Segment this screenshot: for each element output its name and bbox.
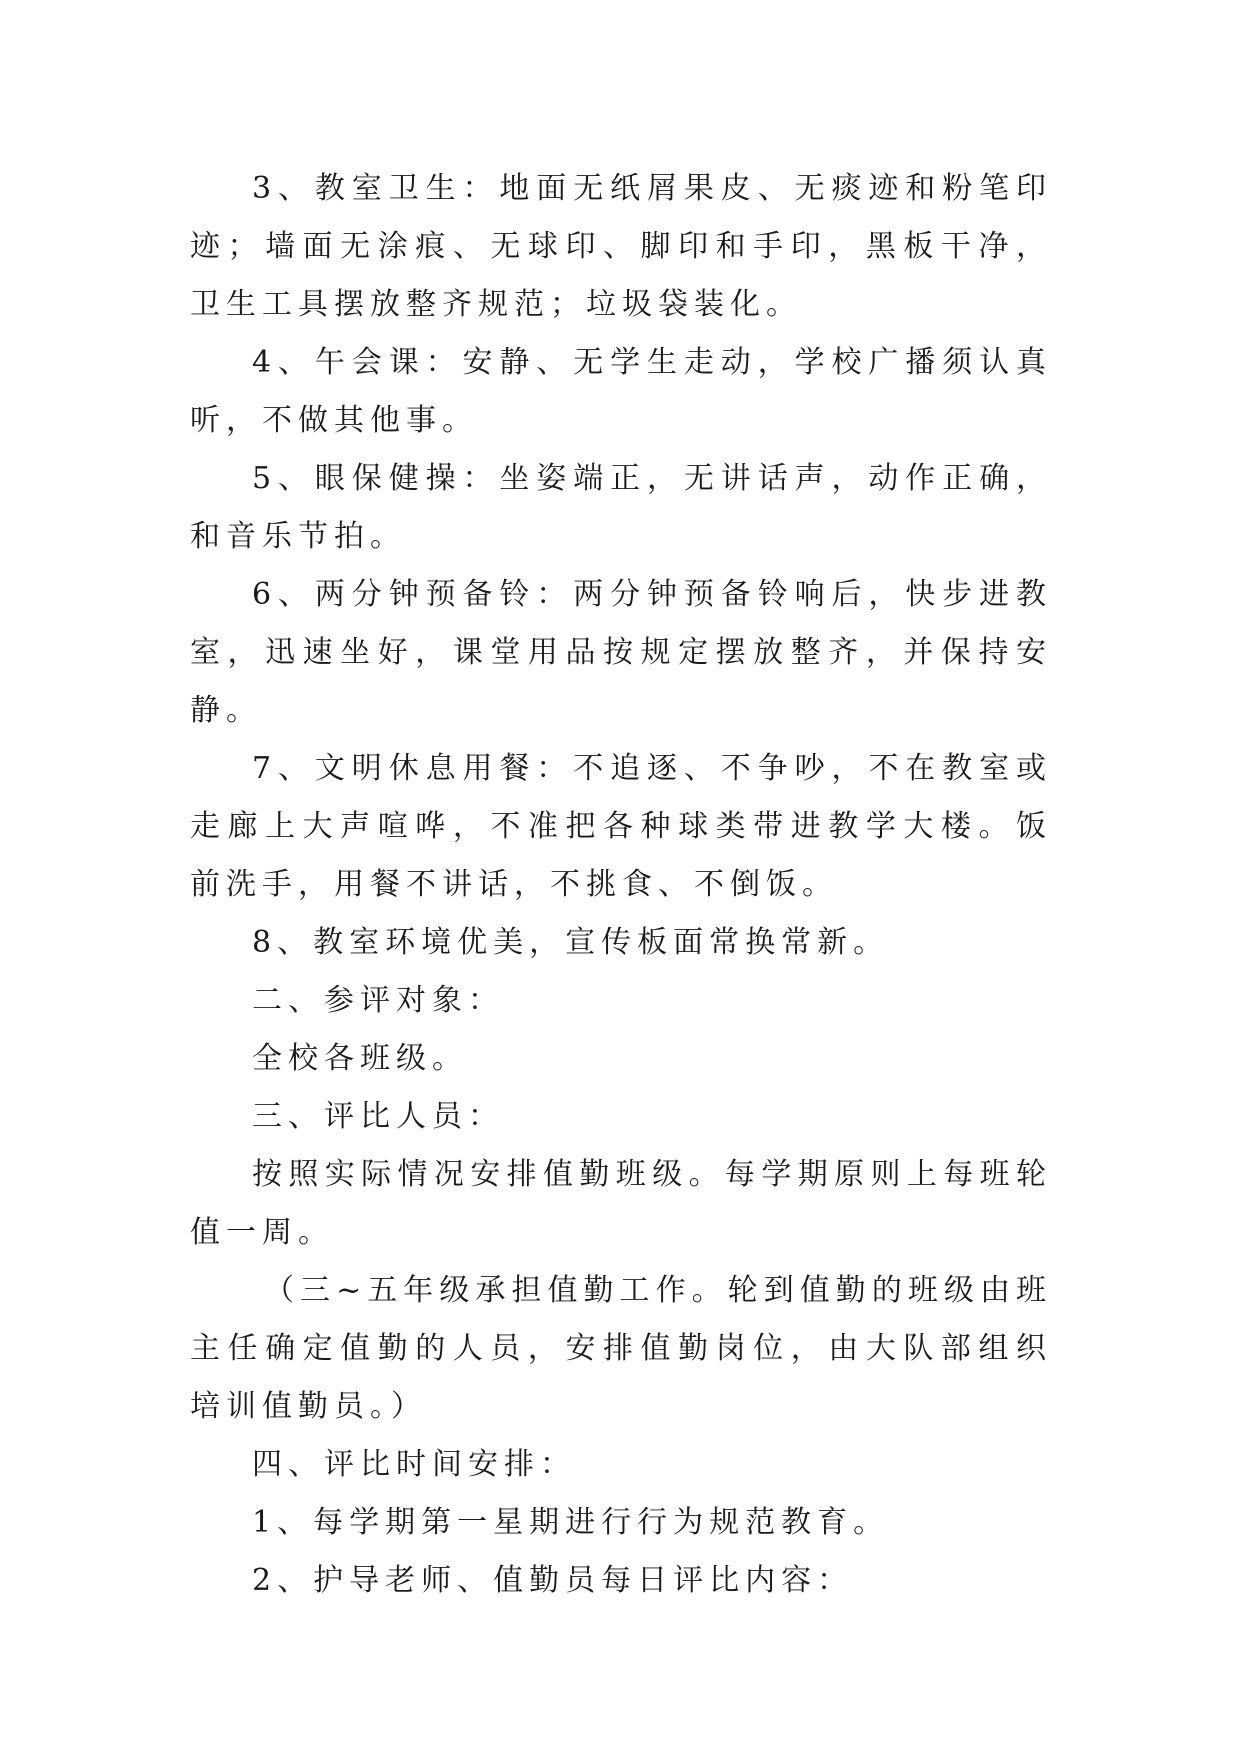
paragraph-preparation-bell: 6、两分钟预备铃：两分钟预备铃响后，快步进教室，迅速坐好，课堂用品按规定摆放整齐，并保持安静。 bbox=[190, 577, 1052, 728]
paragraph-first-week-education: 1、每学期第一星期进行行为规范教育。 bbox=[252, 1505, 890, 1540]
section-heading-participants: 二、参评对象： bbox=[252, 983, 504, 1018]
paragraph-civilized-rest-meal: 7、文明休息用餐：不追逐、不争吵，不在教室或走廊上大声喧哗，不准把各种球类带进教学大楼。饭前洗手，用餐不讲话，不挑食、不倒饭。 bbox=[190, 751, 1052, 902]
paragraph-classroom-hygiene: 3、教室卫生：地面无纸屑果皮、无痰迹和粉笔印迹；墙面无涂痕、无球印、脚印和手印，黑板干净，卫生工具摆放整齐规范；垃圾袋装化。 bbox=[190, 171, 1052, 322]
section-heading-judges: 三、评比人员： bbox=[252, 1099, 504, 1134]
paragraph-eye-exercise: 5、眼保健操：坐姿端正，无讲话声，动作正确，和音乐节拍。 bbox=[190, 461, 1052, 554]
paragraph-daily-evaluation: 2、护导老师、值勤员每日评比内容： bbox=[252, 1563, 854, 1598]
section-heading-schedule: 四、评比时间安排： bbox=[252, 1447, 576, 1482]
document-body bbox=[190, 160, 1052, 1610]
paragraph-duty-classes: 按照实际情况安排值勤班级。每学期原则上每班轮值一周。 bbox=[190, 1157, 1052, 1250]
paragraph-all-classes: 全校各班级。 bbox=[252, 1041, 468, 1076]
paragraph-duty-grades-note: （三~五年级承担值勤工作。轮到值勤的班级由班主任确定值勤的人员，安排值勤岗位，由大队部组织培训值勤员。） bbox=[190, 1273, 1052, 1424]
paragraph-classroom-environment: 8、教室环境优美，宣传板面常换常新。 bbox=[252, 925, 890, 960]
paragraph-noon-class: 4、午会课：安静、无学生走动，学校广播须认真听，不做其他事。 bbox=[190, 345, 1052, 438]
